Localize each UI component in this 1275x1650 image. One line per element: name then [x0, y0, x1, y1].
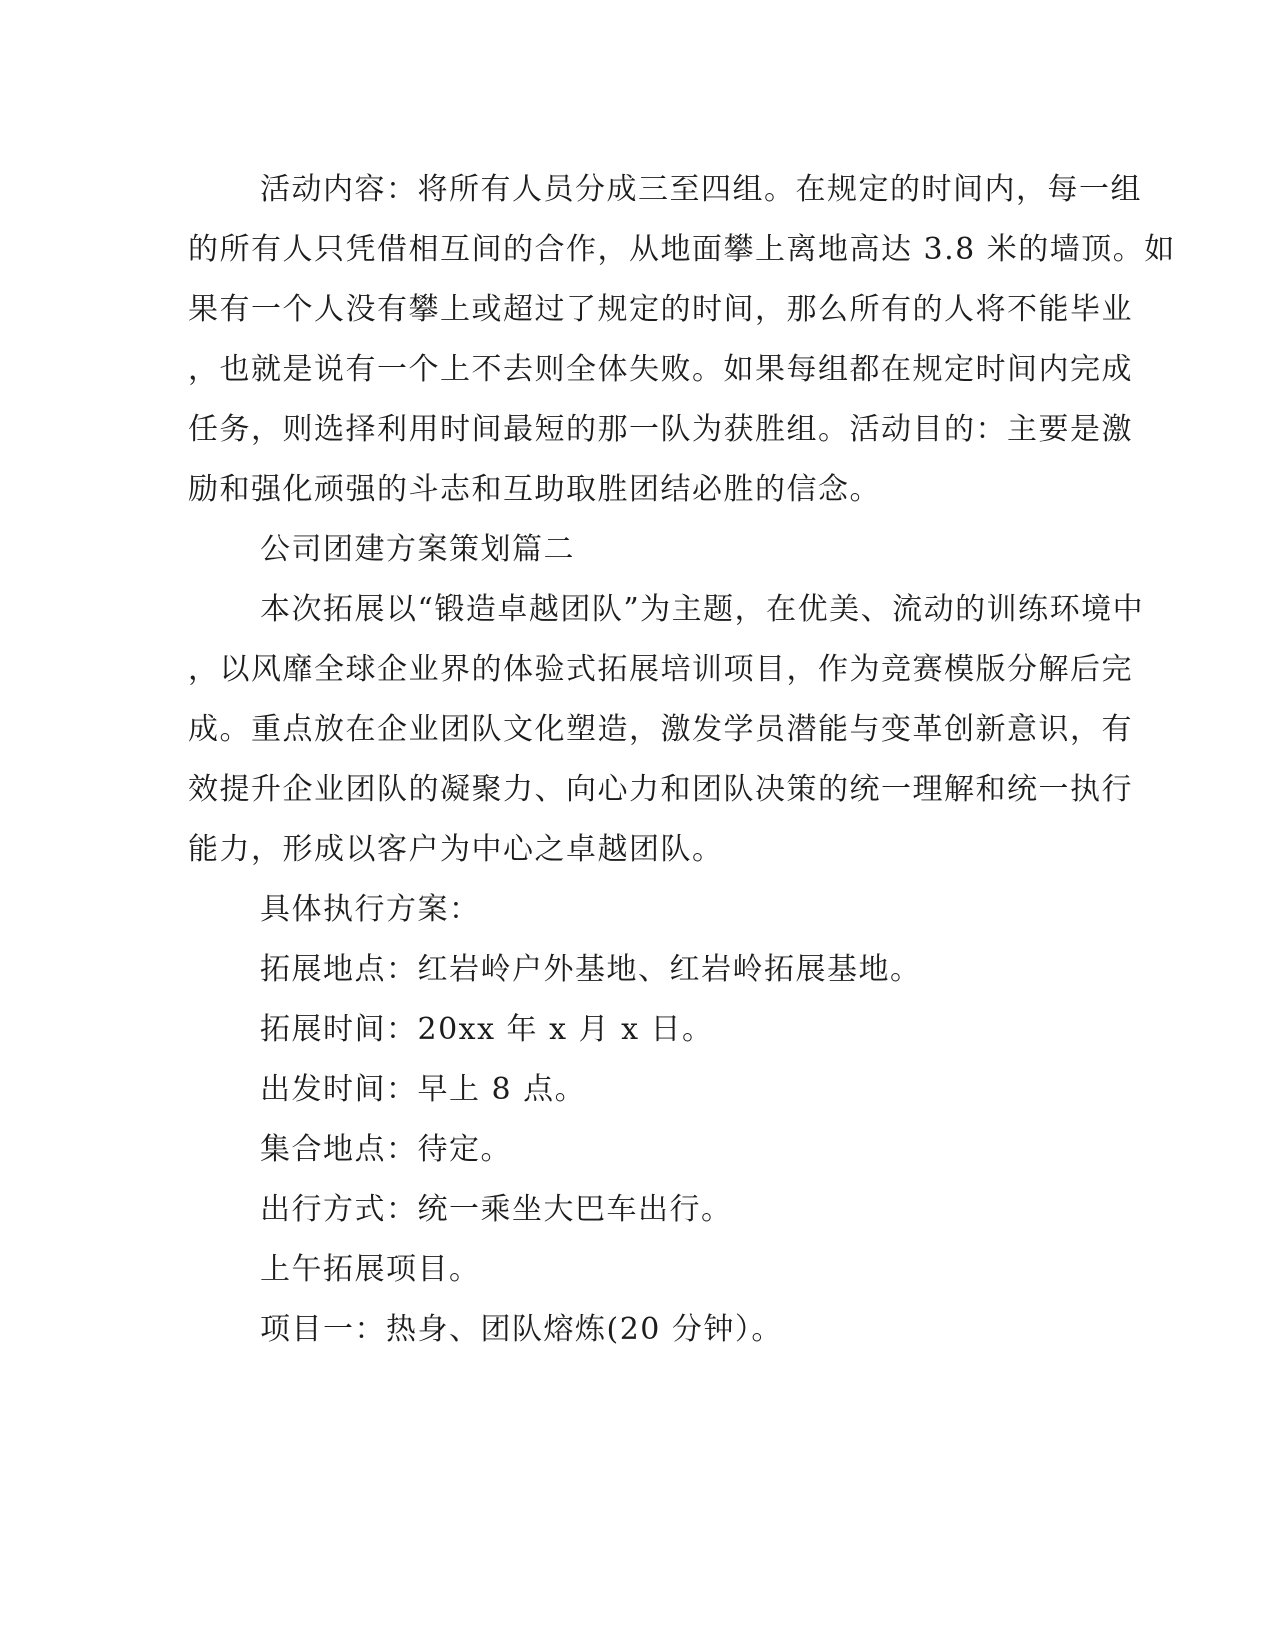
paragraph-line: 任务，则选择利用时间最短的那一队为获胜组。活动目的：主要是激: [188, 412, 1133, 447]
section-heading: 公司团建方案策划篇二: [260, 532, 575, 567]
detail-line: 拓展时间：20xx 年 x 月 x 日。: [260, 1012, 714, 1047]
paragraph-line: 效提升企业团队的凝聚力、向心力和团队决策的统一理解和统一执行: [188, 772, 1133, 807]
paragraph-line: ，也就是说有一个上不去则全体失败。如果每组都在规定时间内完成: [188, 352, 1133, 387]
detail-line: 拓展地点：红岩岭户外基地、红岩岭拓展基地。: [260, 952, 922, 987]
detail-line: 出行方式：统一乘坐大巴车出行。: [260, 1192, 733, 1227]
paragraph-line: 的所有人只凭借相互间的合作，从地面攀上离地高达 3.8 米的墙顶。如: [188, 232, 1176, 267]
paragraph-line: 成。重点放在企业团队文化塑造，激发学员潜能与变革创新意识，有: [188, 712, 1133, 747]
paragraph-line: ，以风靡全球企业界的体验式拓展培训项目，作为竞赛模版分解后完: [188, 652, 1133, 687]
detail-line: 出发时间：早上 8 点。: [260, 1072, 587, 1107]
paragraph-line: 具体执行方案：: [260, 892, 481, 927]
detail-line: 项目一：热身、团队熔炼(20 分钟）。: [260, 1312, 783, 1347]
paragraph-line: 励和强化顽强的斗志和互助取胜团结必胜的信念。: [188, 472, 881, 507]
detail-line: 集合地点：待定。: [260, 1132, 512, 1167]
paragraph-line: 活动内容：将所有人员分成三至四组。在规定的时间内，每一组: [260, 172, 1142, 207]
paragraph-line: 本次拓展以“锻造卓越团队”为主题，在优美、流动的训练环境中: [260, 592, 1145, 627]
document-body: [188, 160, 1176, 1360]
detail-line: 上午拓展项目。: [260, 1252, 481, 1287]
paragraph-line: 果有一个人没有攀上或超过了规定的时间，那么所有的人将不能毕业: [188, 292, 1133, 327]
paragraph-line: 能力，形成以客户为中心之卓越团队。: [188, 832, 724, 867]
